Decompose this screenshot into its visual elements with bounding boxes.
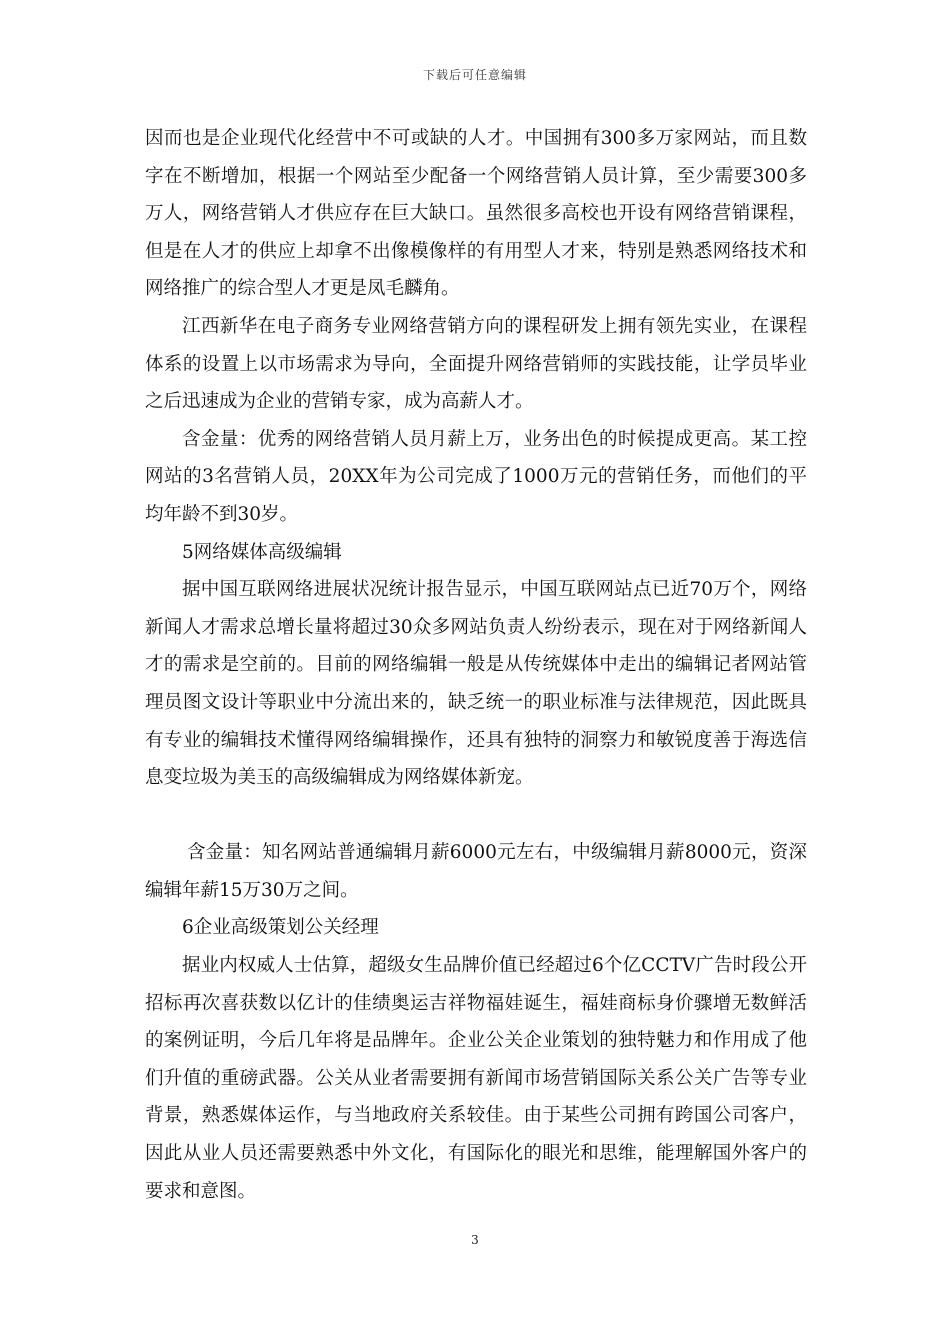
page-number: 3	[471, 1233, 479, 1247]
section-heading-media-editor: 5网络媒体高级编辑	[182, 541, 342, 563]
paragraph-marketing-salary: 含金量：优秀的网络营销人员月薪上万，业务出色的时候提成更高。某工控网站的3名营销人员，20XX年为公司完成了1000万元的营销任务，而他们的平均年龄不到30岁。	[145, 428, 807, 525]
paragraph-pr-manager: 据业内权威人士估算，超级女生品牌价值已经超过6个亿CCTV广告时段公开招标再次喜获数以亿计的佳绩奥运吉祥物福娃诞生，福娃商标身价骤增无数鲜活的案例证明，今后几年将是品牌年。企业公关企业策划的独特魅力和作用成了他们升值的重磅武器。公关从业者需要拥有新闻市场营销国际关系公关广告等专业背景，熟悉媒体运作，与当地政府关系较佳。由于某些公司拥有跨国公司客户，因此从业人员还需要熟悉中外文化，有国际化的眼光和思维，能理解国外客户的要求和意图。	[145, 955, 807, 1202]
section-heading-pr-manager: 6企业高级策划公关经理	[182, 917, 379, 939]
paragraph-media-editor: 据中国互联网络进展状况统计报告显示，中国互联网站点已近70万个，网络新闻人才需求总增长量将超过30众多网站负责人纷纷表示，现在对于网络新闻人才的需求是空前的。目前的网络编辑一般是从传统媒体中走出的编辑记者网站管理员图文设计等职业中分流出来的，缺乏统一的职业标准与法律规范，因此既具有专业的编辑技术懂得网络编辑操作，还具有独特的洞察力和敏锐度善于海选信息变垃圾为美玉的高级编辑成为网络媒体新宠。	[145, 579, 807, 789]
paragraph-editor-salary: 含金量：知名网站普通编辑月薪6000元左右，中级编辑月薪8000元，资深编辑年薪15万30万之间。	[145, 842, 807, 901]
document-body	[145, 120, 807, 1210]
paragraph-jiangxi-xinhua: 江西新华在电子商务专业网络营销方向的课程研发上拥有领先实业，在课程体系的设置上以市场需求为导向，全面提升网络营销师的实践技能，让学员毕业之后迅速成为企业的营销专家，成为高薪人才。	[145, 315, 807, 413]
page-header: 下载后可任意编辑	[422, 68, 527, 82]
blank-line	[145, 797, 807, 835]
paragraph-talent-gap: 因而也是企业现代化经营中不可或缺的人才。中国拥有300多万家网站，而且数字在不断增加，根据一个网站至少配备一个网络营销人员计算，至少需要300多万人，网络营销人才供应存在巨大缺口。虽然很多高校也开设有网络营销课程，但是在人才的供应上却拿不出像模像样的有用型人才来，特别是熟悉网络技术和网络推广的综合型人才更是凤毛麟角。	[145, 128, 807, 300]
